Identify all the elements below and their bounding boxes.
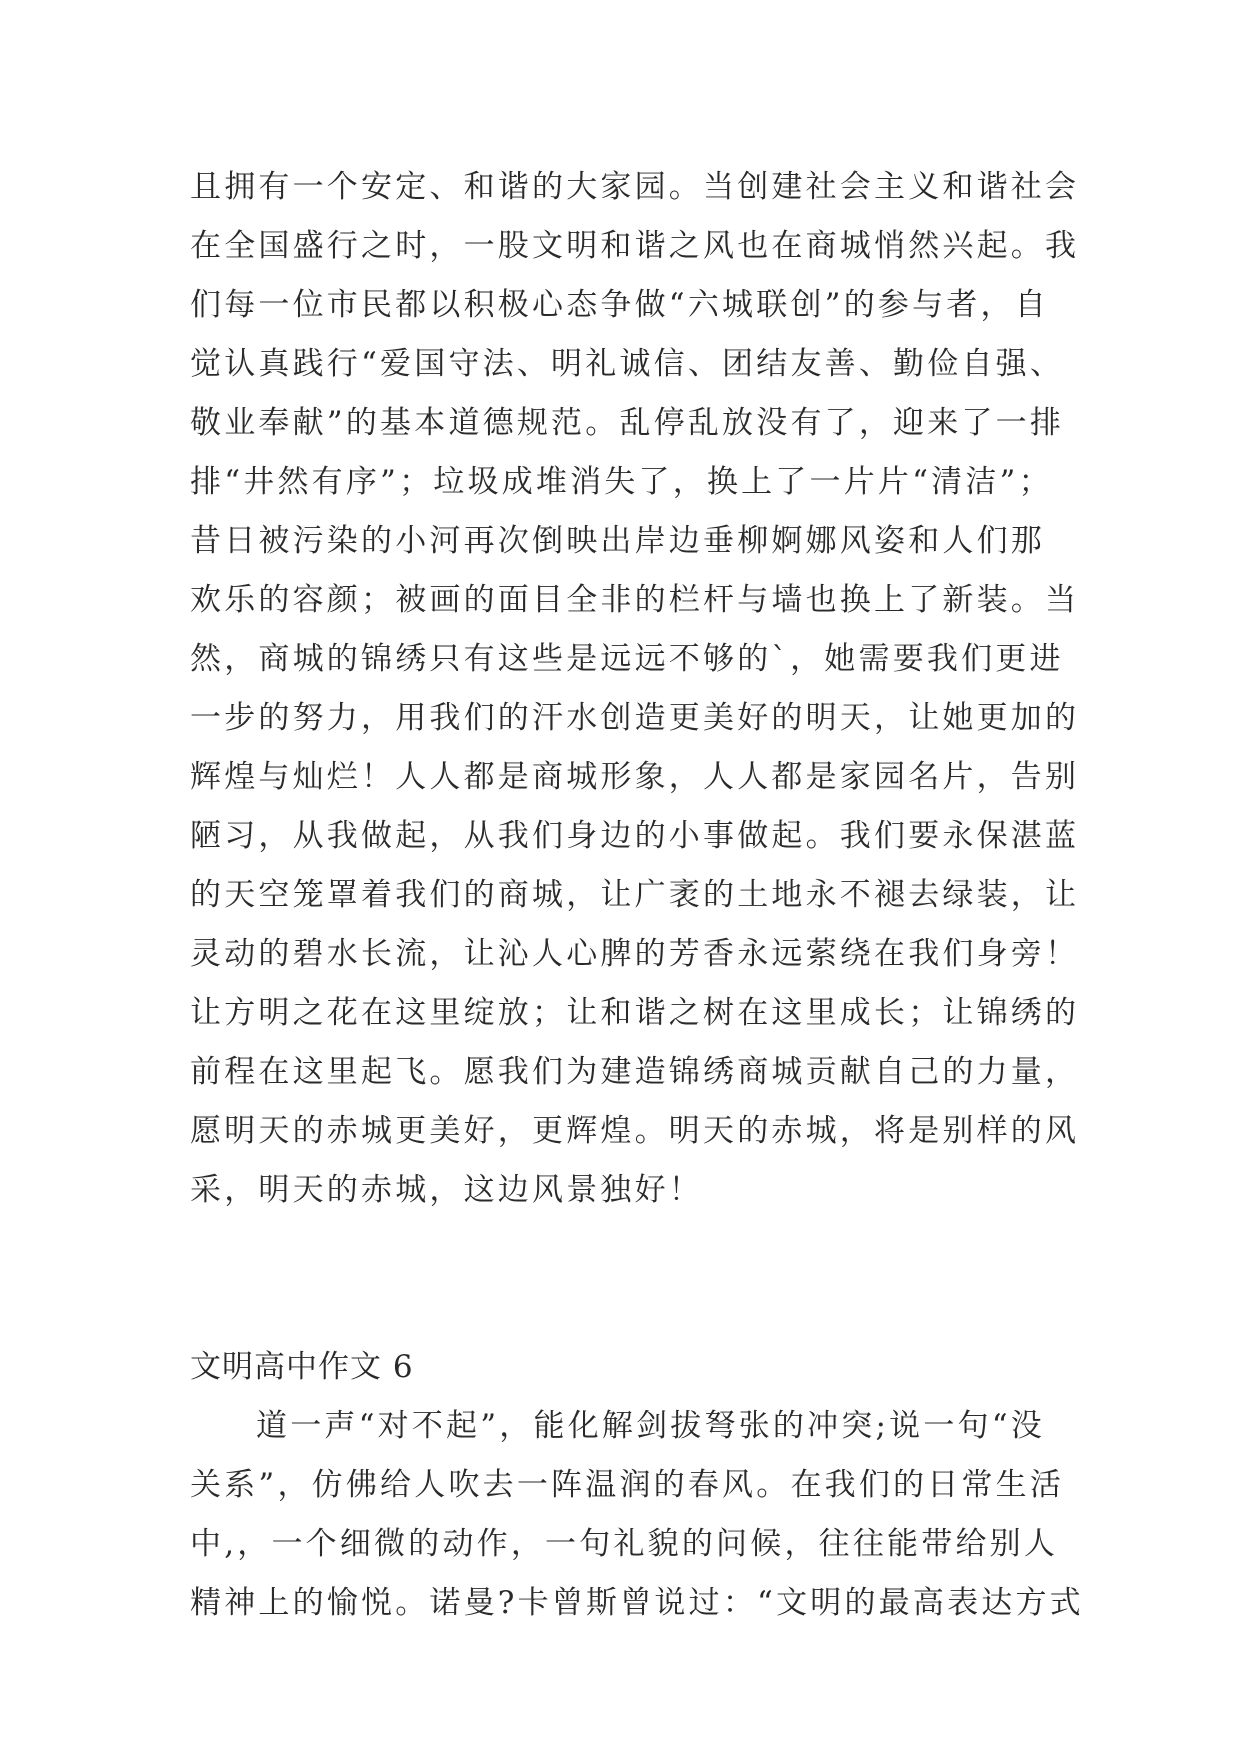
text-line: 在全国盛行之时，一股文明和谐之风也在商城悄然兴起。我 <box>190 228 1080 264</box>
text-line: 让方明之花在这里绽放；让和谐之树在这里成长；让锦绣的 <box>190 995 1080 1031</box>
text-line: 昔日被污染的小河再次倒映出岸边垂柳婀娜风姿和人们那 <box>190 523 1045 559</box>
text-line: 关系”，仿佛给人吹去一阵温润的春风。在我们的日常生活 <box>190 1467 1065 1503</box>
text-line: 辉煌与灿烂！人人都是商城形象，人人都是家园名片，告别 <box>190 759 1080 795</box>
paragraph-continuation <box>190 158 1080 1220</box>
text-line: 一步的努力，用我们的汗水创造更美好的明天，让她更加的 <box>190 700 1080 736</box>
paragraph-essay-6 <box>190 1397 1084 1633</box>
text-line: 愿明天的赤城更美好，更辉煌。明天的赤城，将是别样的风 <box>190 1113 1080 1149</box>
text-line: 中,，一个细微的动作，一句礼貌的问候，往往能带给别人 <box>190 1526 1059 1562</box>
text-line: 道一声“对不起”，能化解剑拔弩张的冲突;说一句“没 <box>256 1408 1045 1444</box>
text-line: 排“井然有序”；垃圾成堆消失了，换上了一片片“清洁”； <box>190 464 1053 500</box>
text-line: 采，明天的赤城，这边风景独好！ <box>190 1172 703 1208</box>
text-line: 且拥有一个安定、和谐的大家园。当创建社会主义和谐社会 <box>190 169 1080 205</box>
text-line: 灵动的碧水长流，让沁人心脾的芳香永远萦绕在我们身旁！ <box>190 936 1080 972</box>
text-line: 欢乐的容颜；被画的面目全非的栏杆与墙也换上了新装。当 <box>190 582 1080 618</box>
text-line: 敬业奉献”的基本道德规范。乱停乱放没有了，迎来了一排 <box>190 405 1065 441</box>
section-spacer <box>190 1220 1060 1338</box>
text-line: 的天空笼罩着我们的商城，让广袤的土地永不褪去绿装，让 <box>190 877 1080 913</box>
text-line: 精神上的愉悦。诺曼?卡曾斯曾说过：“文明的最高表达方式 <box>190 1585 1084 1621</box>
text-line: 觉认真践行“爱国守法、明礼诚信、团结友善、勤俭自强、 <box>190 346 1065 382</box>
text-line: 们每一位市民都以积极心态争做“六城联创”的参与者，自 <box>190 287 1049 323</box>
text-line: 陋习，从我做起，从我们身边的小事做起。我们要永保湛蓝 <box>190 818 1080 854</box>
text-line: 然，商城的锦绣只有这些是远远不够的`，她需要我们更进 <box>190 641 1064 677</box>
text-line: 前程在这里起飞。愿我们为建造锦绣商城贡献自己的力量， <box>190 1054 1080 1090</box>
section-heading: 文明高中作文 6 <box>190 1349 414 1385</box>
document-body <box>190 158 1084 1633</box>
